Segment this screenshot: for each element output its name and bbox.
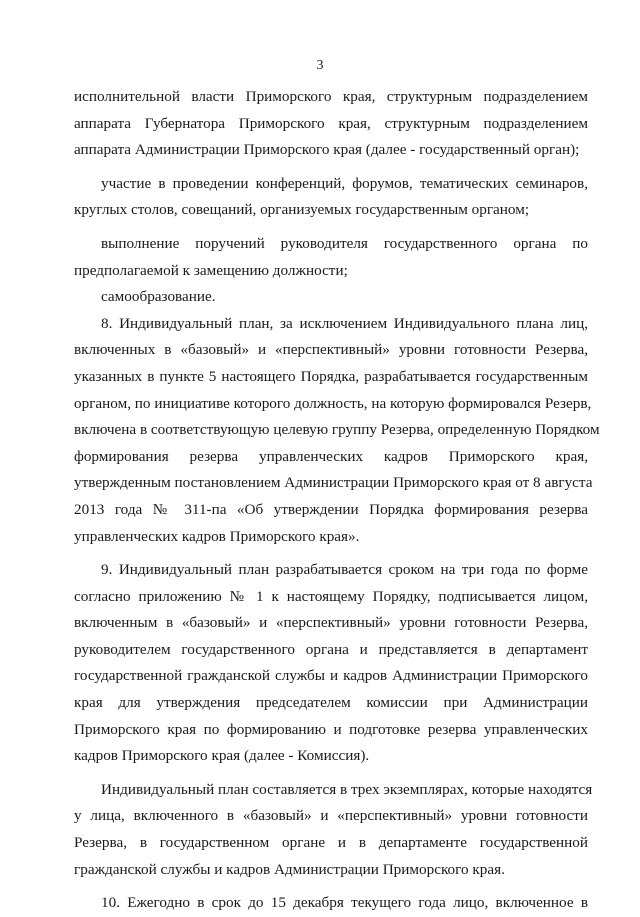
text-line: самообразование. [101, 288, 216, 306]
text-line: аппарата Администрации Приморского края (далее - государственный орган); [74, 141, 580, 159]
paragraph-item-10 [74, 890, 588, 917]
paragraph-conferences [74, 171, 588, 224]
text-line: включена в соответствующую целевую группу Резерва, определенную Порядком [74, 421, 600, 439]
paragraph-self-education [74, 284, 588, 311]
document-body [74, 84, 600, 917]
text-line: утвержденным постановлением Администрации Приморского края от 8 августа [74, 474, 593, 492]
text-line: управленческих кадров Приморского края». [74, 527, 360, 545]
text-line: круглых столов, совещаний, организуемых государственным органом; [74, 201, 530, 219]
page-number: 3 [316, 58, 324, 73]
paragraph-assignments [74, 231, 588, 284]
text-line: 2013 года № 311-па «Об утверждении Порядка формирования резерва [74, 500, 588, 518]
text-line: края для утверждения председателем комиссии при Администрации [74, 694, 588, 712]
text-line: Резерва, в государственном органе и в департаменте государственной [74, 834, 588, 852]
text-line: включенным в «базовый» и «перспективный» уровни готовности Резерва, [74, 614, 588, 632]
text-line: 9. Индивидуальный план разрабатывается сроком на три года по форме [101, 561, 588, 579]
text-line: кадров Приморского края (далее - Комиссия). [74, 747, 370, 765]
text-line: исполнительной власти Приморского края, структурным подразделением [74, 88, 588, 105]
text-line: согласно приложению № 1 к настоящему Порядку, подписывается лицом, [74, 587, 588, 605]
text-line: государственной гражданской службы и кадров Администрации Приморского [74, 667, 588, 685]
text-line: указанных в пункте 5 настоящего Порядка, разрабатывается государственным [74, 367, 588, 385]
text-line: предполагаемой к замещению должности; [74, 261, 348, 279]
text-line: включенных в «базовый» и «перспективный» уровни готовности Резерва, [74, 341, 588, 359]
text-line: аппарата Губернатора Приморского края, структурным подразделением [74, 114, 588, 132]
text-line: руководителем государственного органа и представляется в департамент [74, 640, 588, 658]
text-line: Индивидуальный план составляется в трех экземплярах, которые находятся [101, 780, 593, 798]
text-line: органом, по инициативе которого должность, на которую формировался Резерв, [74, 394, 592, 412]
text-line: 8. Индивидуальный план, за исключением Индивидуального плана лиц, [101, 314, 588, 332]
text-line: участие в проведении конференций, форумов, тематических семинаров, [101, 174, 588, 192]
text-line: формирования резерва управленческих кадров Приморского края, [74, 447, 588, 465]
text-line: у лица, включенного в «базовый» и «перспективный» уровни готовности [74, 807, 588, 825]
text-line: 10. Ежегодно в срок до 15 декабря текущего года лицо, включенное в [101, 894, 588, 912]
text-line: гражданской службы и кадров Администрации Приморского края. [74, 860, 505, 878]
paragraph-copies [74, 777, 593, 883]
paragraph-item-9 [74, 557, 588, 770]
paragraph-item-8 [74, 311, 600, 550]
text-line: Приморского края по формированию и подготовке резерва управленческих [74, 720, 588, 738]
paragraph-continuation [74, 84, 588, 164]
text-line: выполнение поручений руководителя государственного органа по [101, 234, 588, 252]
